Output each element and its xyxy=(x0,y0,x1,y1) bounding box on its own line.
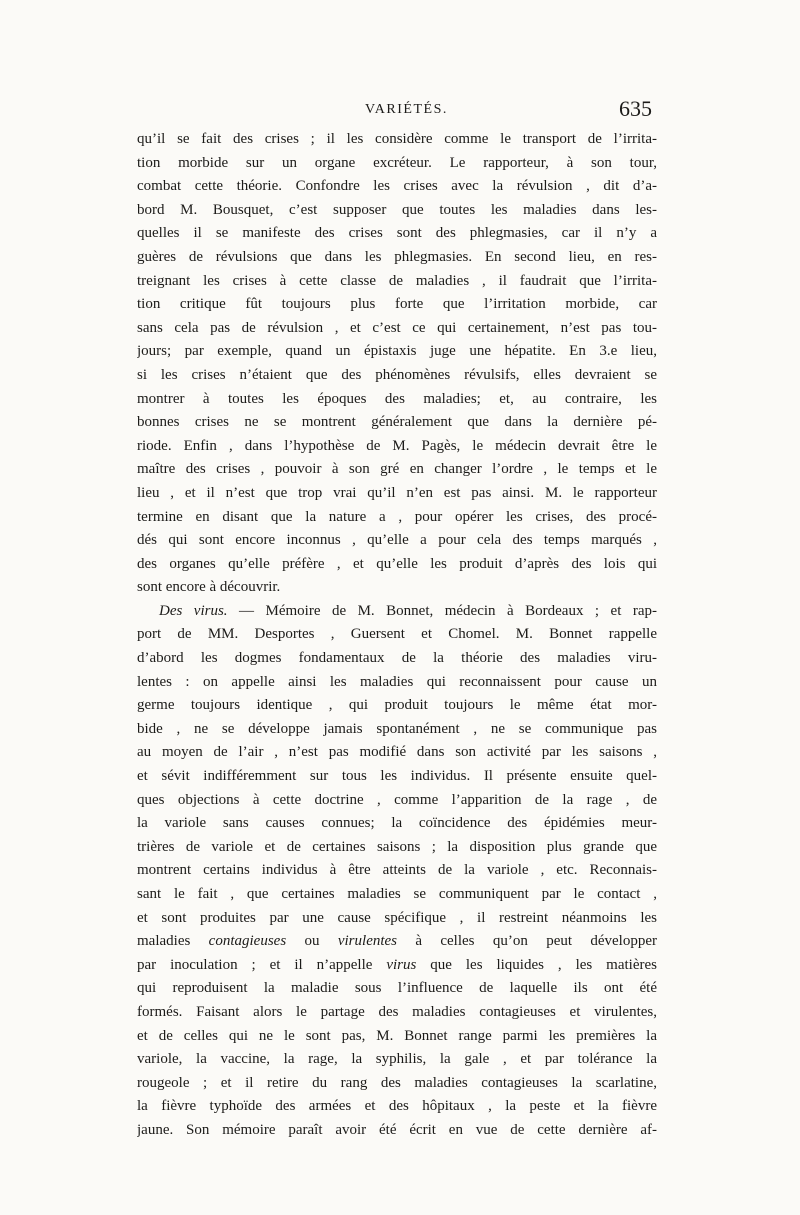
text-line xyxy=(137,293,657,317)
text-segment: tion morbide sur un organe excréteur. Le rapporteur, à son tour, xyxy=(137,154,657,171)
italic-text: virulentes xyxy=(337,933,398,950)
text-segment: termine en disant que la nature a , pour opérer les crises, des procé- xyxy=(137,508,657,525)
text-segment: variole, la vaccine, la rage, la syphilis, la gale , et par tolérance la xyxy=(137,1051,657,1068)
text-line xyxy=(137,765,657,789)
text-line xyxy=(137,671,657,695)
text-segment: quelles il se manifeste des crises sont des phlegmasies, car il n’y a xyxy=(137,225,657,242)
text-segment: et sévit indifféremment sur tous les individus. Il présente ensuite quel- xyxy=(137,768,657,785)
text-segment: lieu , et il n’est que trop vrai qu’il n’en est pas ainsi. M. le rapporteur xyxy=(137,484,657,501)
text-segment: ques objections à cette doctrine , comme l’apparition de la rage , de xyxy=(137,791,657,808)
text-segment: si les crises n’étaient que des phénomènes révulsifs, elles devraient se xyxy=(137,366,657,383)
text-line xyxy=(137,270,657,294)
text-segment: combat cette théorie. Confondre les crises avec la révulsion , dit d’a- xyxy=(137,178,657,195)
text-line xyxy=(137,741,657,765)
text-segment: maître des crises , pouvoir à son gré en changer l’ordre , le temps et le xyxy=(137,461,657,478)
text-segment: bord M. Bousquet, c’est supposer que toutes les maladies dans les- xyxy=(137,201,657,218)
text-segment: qu’il se fait des crises ; il les considère comme le transport de l’irrita- xyxy=(137,131,657,147)
text-segment: sont encore à découvrir. xyxy=(137,579,281,596)
text-line xyxy=(137,529,657,553)
text-segment: formés. Faisant alors le partage des maladies contagieuses et virulentes, xyxy=(137,1003,657,1020)
text-line xyxy=(137,458,657,482)
text-segment: tion critique fût toujours plus forte que l’irritation morbide, car xyxy=(137,296,657,313)
text-segment: treignant les crises à cette classe de maladies , il faudrait que l’irrita- xyxy=(137,272,657,289)
text-line xyxy=(137,175,657,199)
text-line xyxy=(137,930,657,954)
text-segment: montrer à toutes les époques des maladies; et, au contraire, les xyxy=(137,390,657,407)
text-line xyxy=(137,694,657,718)
italic-text: virus xyxy=(386,956,417,973)
text-segment: la fièvre typhoïde des armées et des hôpitaux , la peste et la fièvre xyxy=(137,1098,657,1115)
text-segment: des organes qu’elle préfère , et qu’elle les produit d’après des lois qui xyxy=(137,555,657,572)
text-segment: sant le fait , que certaines maladies se communiquent par le contact , xyxy=(137,886,657,902)
running-head xyxy=(140,96,660,132)
text-segment: sans cela pas de révulsion , et c’est ce qui certainement, n’est pas tou- xyxy=(137,319,657,336)
text-line xyxy=(137,506,657,530)
text-segment: à celles qu’on peut développer xyxy=(397,933,657,950)
section-title: VARIÉTÉS. xyxy=(365,102,448,117)
text-segment: par inoculation ; et il n’appelle xyxy=(137,956,387,973)
text-line xyxy=(137,364,657,388)
text-line xyxy=(137,199,657,223)
text-line xyxy=(137,246,657,270)
text-line xyxy=(137,576,657,600)
text-segment: la variole sans causes connues; la coïncidence des épidémies meur- xyxy=(137,815,657,832)
text-segment: bide , ne se développe jamais spontanément , ne se communique pas xyxy=(137,720,657,737)
text-line xyxy=(137,152,657,176)
body-text xyxy=(137,128,657,1143)
text-line xyxy=(137,1001,657,1025)
text-segment: bonnes crises ne se montrent généralement que dans la dernière pé- xyxy=(137,414,657,431)
text-segment: germe toujours identique , qui produit toujours le même état mor- xyxy=(137,697,657,714)
text-line xyxy=(137,1025,657,1049)
text-segment: d’abord les dogmes fondamentaux de la théorie des maladies viru- xyxy=(137,650,657,667)
text-segment: montrent certains individus à être atteints de la variole , etc. Reconnais- xyxy=(137,862,657,879)
text-line xyxy=(137,1072,657,1096)
text-segment: jours; par exemple, quand un épistaxis juge une hépatite. En 3.e lieu, xyxy=(137,343,657,360)
text-segment: rougeole ; et il retire du rang des maladies contagieuses la scarlatine, xyxy=(137,1074,657,1091)
text-line xyxy=(137,600,657,624)
text-line xyxy=(137,859,657,883)
text-line xyxy=(137,883,657,907)
text-line xyxy=(137,340,657,364)
text-segment: jaune. Son mémoire paraît avoir été écrit en vue de cette dernière af- xyxy=(137,1121,657,1138)
text-segment: que les liquides , les matières xyxy=(416,956,657,973)
text-line xyxy=(137,623,657,647)
text-line xyxy=(137,482,657,506)
text-segment: maladies xyxy=(137,933,209,950)
text-line xyxy=(137,647,657,671)
text-line xyxy=(137,317,657,341)
text-segment: dés qui sont encore inconnus , qu’elle a pour cela des temps marqués , xyxy=(137,532,657,549)
text-line xyxy=(137,553,657,577)
text-line xyxy=(137,812,657,836)
text-line xyxy=(137,128,657,152)
italic-text: contagieuses xyxy=(208,933,287,950)
text-segment: qui reproduisent la maladie sous l’influence de laquelle ils ont été xyxy=(137,980,657,997)
text-segment: — Mémoire de M. Bonnet, médecin à Bordeaux ; et rap- xyxy=(227,602,657,619)
text-segment: lentes : on appelle ainsi les maladies qui reconnaissent pour cause un xyxy=(137,673,657,690)
text-segment: au moyen de l’air , n’est pas modifié dans son activité par les saisons , xyxy=(137,744,657,761)
text-line xyxy=(137,1119,657,1143)
text-line xyxy=(137,954,657,978)
page-number: 635 xyxy=(619,96,652,121)
text-segment: et sont produites par une cause spécifique , il restreint néanmoins les xyxy=(137,909,657,926)
text-segment: trières de variole et de certaines saisons ; la disposition plus grande que xyxy=(137,838,657,855)
text-line xyxy=(137,435,657,459)
italic-text: Des virus. xyxy=(159,602,228,619)
text-segment: port de MM. Desportes , Guersent et Chomel. M. Bonnet rappelle xyxy=(137,626,657,643)
text-line xyxy=(137,977,657,1001)
text-segment: riode. Enfin , dans l’hypothèse de M. Pagès, le médecin devrait être le xyxy=(137,437,657,454)
text-line xyxy=(137,789,657,813)
text-line xyxy=(137,388,657,412)
text-line xyxy=(137,836,657,860)
text-line xyxy=(137,718,657,742)
text-line xyxy=(137,222,657,246)
text-line xyxy=(137,1095,657,1119)
text-segment: guères de révulsions que dans les phlegmasies. En second lieu, en res- xyxy=(137,248,657,265)
text-line xyxy=(137,907,657,931)
text-segment: et de celles qui ne le sont pas, M. Bonnet range parmi les premières la xyxy=(137,1027,657,1044)
text-segment: ou xyxy=(286,933,338,950)
text-line xyxy=(137,411,657,435)
text-line xyxy=(137,1048,657,1072)
